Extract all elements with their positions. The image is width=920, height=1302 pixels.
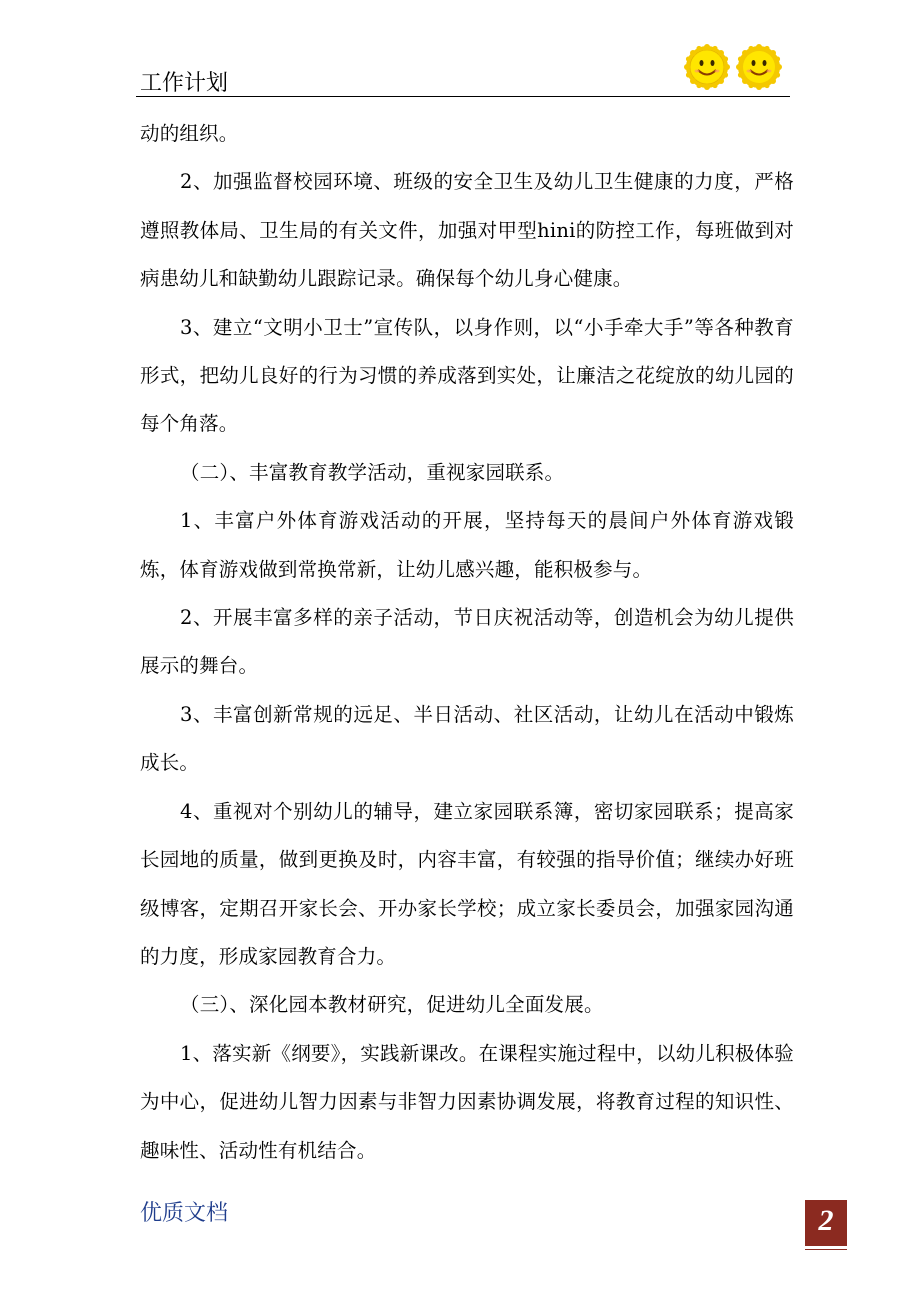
page-number-badge [805, 1200, 847, 1246]
header-title: 工作计划 [140, 71, 229, 96]
section-heading: （三）、深化园本教材研究，促进幼儿全面发展。 [180, 993, 604, 1017]
header-divider [136, 96, 790, 97]
paragraph: 4、重视对个别幼儿的辅导，建立家园联系簿，密切家园联系；提高家长园地的质量，做到更换及时，内容丰富，有较强的指导价值；继续办好班级博客，定期召开家长会、开办家长学校；成立家长委员会，加强家园沟通的力度，形成家园教育合力。 [140, 799, 794, 968]
paragraph: 2、加强监督校园环境、班级的安全卫生及幼儿卫生健康的力度，严格遵照教体局、卫生局的有关文件，加强对甲型hini的防控工作，每班做到对病患幼儿和缺勤幼儿跟踪记录。确保每个幼儿身心健康。 [140, 170, 794, 291]
paragraph: 1、丰富户外体育游戏活动的开展，坚持每天的晨间户外体育游戏锻炼，体育游戏做到常换常新，让幼儿感兴趣，能积极参与。 [140, 509, 794, 581]
paragraph: 3、建立“文明小卫士”宣传队，以身作则，以“小手牵大手”等各种教育形式，把幼儿良好的行为习惯的养成落到实处，让廉洁之花绽放的幼儿园的每个角落。 [140, 315, 794, 436]
paragraph: 3、丰富创新常规的远足、半日活动、社区活动，让幼儿在活动中锻炼成长。 [140, 702, 794, 775]
footer-divider [805, 1249, 847, 1250]
smiley-sun-icon [736, 44, 782, 90]
paragraph: 2、开展丰富多样的亲子活动，节日庆祝活动等，创造机会为幼儿提供展示的舞台。 [140, 606, 794, 678]
document-body [140, 110, 794, 1175]
smiley-sun-icon [684, 44, 730, 90]
paragraph: 动的组织。 [140, 122, 239, 145]
section-heading: （二）、丰富教育教学活动，重视家园联系。 [180, 460, 565, 484]
page-number: 2 [818, 1204, 834, 1237]
footer-title: 优质文档 [140, 1201, 229, 1226]
paragraph: 1、落实新《纲要》，实践新课改。在课程实施过程中，以幼儿积极体验为中心，促进幼儿智力因素与非智力因素协调发展，将教育过程的知识性、趣味性、活动性有机结合。 [140, 1041, 794, 1162]
